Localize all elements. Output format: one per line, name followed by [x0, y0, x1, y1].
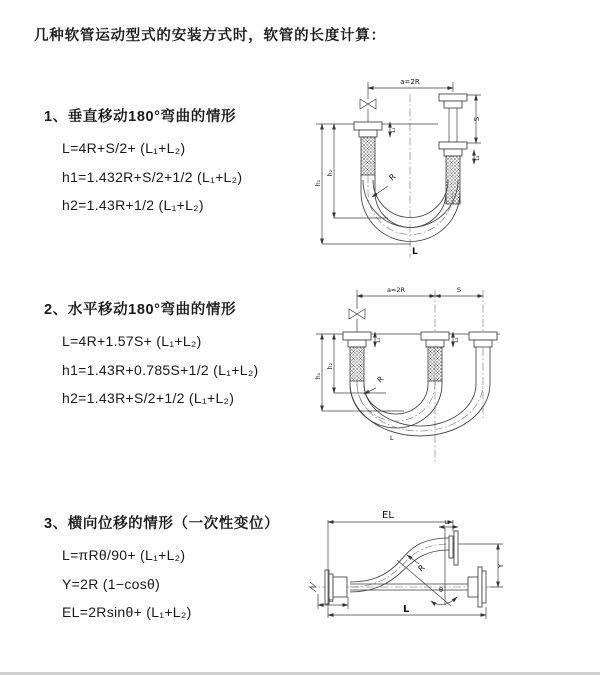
dim-label: L₁ [376, 337, 382, 343]
braided-hose-section [428, 347, 442, 381]
radius-label: R [375, 374, 386, 385]
formula: h2=1.43R+1/2 (L₁+L₂) [62, 197, 204, 213]
dimension-a-2r [368, 78, 453, 88]
right-flange-upper [439, 82, 467, 142]
dimension-s [435, 286, 483, 296]
dim-label: h₁ [315, 179, 322, 187]
formula: h1=1.432R+S/2+1/2 (L₁+L₂) [62, 168, 243, 185]
diagram-lateral-displacement [300, 498, 600, 673]
dimension-l [328, 604, 486, 619]
dim-label: S [456, 286, 462, 294]
dim-label: Y [497, 563, 505, 569]
left-flange [343, 332, 371, 381]
formula: h2=1.43R+S/2+1/2 (L₁+L₂) [62, 390, 235, 406]
dimension-a-2r [357, 286, 435, 296]
pipe-break-mark [310, 582, 316, 592]
dimension-s [467, 95, 481, 143]
dim-label: h₁ [315, 372, 322, 380]
valve-icon [349, 309, 365, 332]
formula: L=πRθ/90+ (L₁+L₂) [62, 547, 186, 563]
section-2-heading: 2、水平移动180°弯曲的情形 [44, 302, 237, 318]
dimension-h2 [327, 124, 388, 218]
section-lateral-shift [44, 512, 279, 627]
dim-label: L₂ [475, 155, 481, 161]
radius-label: R [387, 172, 398, 183]
formula: EL=2Rsinθ+ (L₁+L₂) [62, 604, 192, 620]
section-horizontal-move [44, 298, 259, 413]
formula: Y=2R (1−cosθ) [62, 575, 161, 592]
length-label: L [412, 247, 418, 257]
dim-label: h₂ [327, 362, 334, 370]
dim-label: S [473, 116, 481, 122]
centerlines [316, 290, 500, 464]
angle-label: θ [439, 586, 443, 594]
formula: L=4R+S/2+ (L₁+L₂) [62, 140, 186, 156]
radius-callout [372, 172, 398, 197]
diagram-vertical-180-bend [308, 68, 543, 268]
diagram-horizontal-180-bend [308, 278, 558, 473]
left-flange [354, 122, 382, 175]
dim-label: h₂ [327, 169, 334, 177]
section-1-heading: 1、垂直移动180°弯曲的情形 [44, 109, 237, 125]
dim-label: L₂ [444, 520, 450, 526]
dim-label: a=2R [400, 78, 420, 86]
braided-hose-section [350, 347, 364, 381]
lower-right-flange [468, 567, 486, 607]
dim-label: L₁ [391, 127, 397, 133]
formula: L=4R+1.57S+ (L₁+L₂) [62, 333, 202, 349]
dim-label: L₁ [328, 598, 334, 604]
formula: h1=1.43R+0.785S+1/2 (L₁+L₂) [62, 361, 259, 378]
theta-angle [431, 586, 457, 605]
radius-label: R [416, 563, 427, 574]
radius-callout [364, 374, 385, 394]
dimension-el [328, 510, 453, 618]
braided-hose-section [446, 156, 460, 204]
length-label: L [403, 604, 410, 615]
dim-label: L₂ [454, 337, 460, 343]
page-title: 几种软管运动型式的安装方式时，软管的长度计算： [34, 28, 386, 44]
braided-hose-section [361, 137, 375, 175]
right-flange-moved [469, 332, 497, 347]
dim-label: EL [382, 510, 394, 521]
dimension-l2 [439, 520, 458, 527]
section-3-heading: 3、横向位移的情形（一次性变位） [44, 516, 280, 532]
hose-u-bend [361, 175, 460, 242]
length-label: L [390, 434, 394, 442]
right-flange-lower [439, 142, 467, 204]
section-vertical-move [44, 105, 242, 220]
dimension-l2 [474, 150, 481, 164]
dim-label: a=2R [386, 286, 406, 294]
upper-right-flange [449, 531, 458, 565]
middle-flange [421, 332, 449, 381]
hose-u-bends [350, 347, 490, 436]
